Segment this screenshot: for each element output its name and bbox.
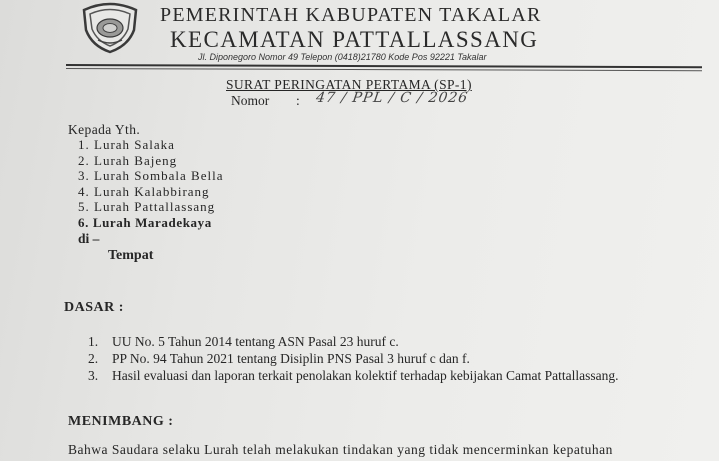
number-colon: : — [296, 93, 300, 108]
considering-heading: MENIMBANG : — [68, 414, 174, 429]
basis-item: 1. UU No. 5 Tahun 2014 tentang ASN Pasal 23 huruf c. — [88, 334, 399, 349]
letterhead-rule-thin — [66, 68, 702, 71]
government-name: PEMERINTAH KABUPATEN TAKALAR — [160, 4, 542, 26]
location-prefix: di – — [78, 231, 100, 246]
recipient-item: 1. Lurah Salaka — [78, 137, 175, 152]
location-place: Tempat — [108, 248, 154, 263]
basis-item: 2. PP No. 94 Tahun 2021 tentang Disiplin PNS Pasal 3 huruf c dan f. — [88, 351, 470, 366]
office-address: Jl. Diponegoro Nomor 49 Telepon (0418)21780 Kode Pos 92221 Takalar — [198, 52, 487, 62]
recipient-list — [78, 137, 223, 230]
recipient-item: 2. Lurah Bajeng — [78, 152, 178, 168]
basis-list — [88, 333, 658, 384]
district-name: KECAMATAN PATTALLASSANG — [170, 27, 539, 52]
recipient-item: 4. Lurah Kalabbirang — [78, 183, 210, 199]
recipient-item: 5. Lurah Pattallassang — [78, 199, 216, 214]
considering-text: Bahwa Saudara selaku Lurah telah melakukan tindakan yang tidak mencerminkan kepatuhan — [68, 442, 613, 457]
basis-item: 3. Hasil evaluasi dan laporan terkait penolakan kolektif terhadap kebijakan Camat Pattallassang. — [88, 368, 619, 383]
recipient-item: 3. Lurah Sombala Bella — [78, 168, 224, 183]
salutation: Kepada Yth. — [68, 122, 141, 137]
basis-heading: DASAR : — [64, 300, 124, 315]
handwritten-number: 47 / PPL / C / 2026 — [314, 90, 470, 106]
regency-crest-logo — [78, 0, 142, 54]
letter-title: SURAT PERINGATAN PERTAMA (SP-1) — [226, 77, 472, 92]
number-label: Nomor — [231, 93, 270, 108]
recipient-item: 6. Lurah Maradekaya — [78, 214, 212, 230]
